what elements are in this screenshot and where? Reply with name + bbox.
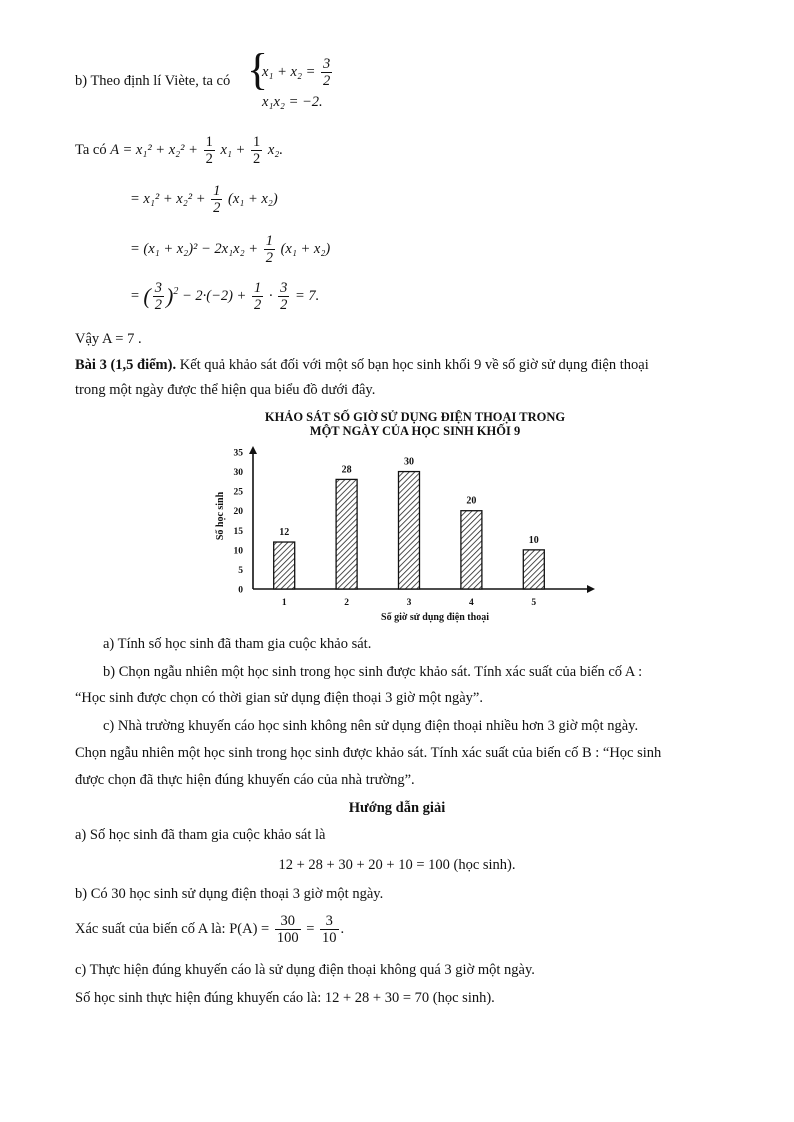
frac-num: 3: [154, 280, 162, 296]
question-c-line3: được chọn đã thực hiện đúng khuyến cáo của nhà trường”.: [75, 772, 415, 788]
derivation-line3: [130, 233, 330, 266]
bar-chart: [205, 404, 605, 626]
half-frac: [204, 134, 215, 167]
frac-num: 1: [205, 134, 213, 150]
bar: [274, 542, 295, 589]
chart-svg: [205, 404, 605, 626]
frac-den: 2: [253, 297, 262, 313]
frac-num: 3: [320, 913, 339, 930]
solution-b-line1: b) Có 30 học sinh sử dụng điện thoại 3 giờ một ngày.: [75, 886, 384, 902]
y-axis-label: Số học sinh: [215, 491, 226, 541]
x-tick-label: 1: [281, 598, 287, 608]
x-axis-label: Số giờ sử dụng điện thoại: [381, 612, 489, 623]
bar-value-label: 30: [404, 456, 414, 468]
y-tick-label: 10: [233, 546, 243, 557]
y-tick-label: 35: [233, 448, 243, 459]
y-tick-label: 0: [238, 585, 243, 596]
left-paren: (: [143, 283, 151, 309]
bar: [523, 550, 544, 589]
frac-den: 2: [323, 73, 331, 89]
derivation-prefix: Ta có: [75, 141, 107, 158]
half-frac: [211, 183, 222, 216]
problem3-line2: trong một ngày được thể hiện qua biểu đồ dưới đây.: [75, 382, 376, 398]
question-c-line1: c) Nhà trường khuyến cáo học sinh không nên sử dụng điện thoại nhiều hơn 3 giờ một ngày.: [103, 718, 639, 734]
solution-b-prefix: Xác suất của biến cố A là: P(A) =: [75, 920, 270, 937]
line4-c: ·: [268, 287, 273, 304]
probability-frac: [275, 913, 301, 946]
x-tick-label: 3: [406, 598, 412, 608]
system-brace: {: [247, 45, 269, 94]
derivation-expr-b: x₁ +: [220, 141, 246, 158]
half-frac: [264, 233, 275, 266]
y-tick-label: 5: [238, 565, 243, 576]
viete-eq1-frac: [321, 56, 332, 89]
derivation-line1: [75, 134, 283, 167]
derivation-expr-c: x₂.: [267, 141, 283, 158]
solution-heading: Hướng dẫn giải: [348, 800, 446, 816]
line2-b: (x₁ + x₂): [228, 190, 278, 207]
solution-c-line1: c) Thực hiện đúng khuyến cáo là sử dụng điện thoại không quá 3 giờ một ngày.: [75, 962, 535, 978]
half-frac: [252, 280, 263, 313]
derivation-expr-a: A = x₁² + x₂² +: [110, 141, 198, 158]
frac-den: 2: [265, 250, 273, 266]
x-tick-label: 2: [344, 598, 349, 608]
viete-intro: b) Theo định lí Viète, ta có: [75, 73, 231, 89]
bar-value-label: 12: [279, 527, 290, 539]
period: .: [340, 920, 345, 937]
frac-den: 2: [154, 297, 162, 313]
y-tick-label: 30: [233, 468, 243, 479]
bar-value-label: 28: [341, 464, 352, 476]
bar: [399, 472, 420, 589]
line2-a: = x₁² + x₂² +: [130, 190, 206, 207]
x-tick-label: 4: [469, 598, 474, 608]
equals-sign: =: [306, 920, 315, 937]
solution-c-line2: Số học sinh thực hiện đúng khuyến cáo là: 12 + 28 + 30 = 70 (học sinh).: [75, 990, 495, 1006]
frac-den: 2: [213, 200, 221, 216]
solution-a-line1: a) Số học sinh đã tham gia cuộc khảo sát là: [75, 827, 326, 843]
line4-b: − 2·(−2) +: [181, 287, 247, 304]
frac-num: 1: [253, 280, 262, 296]
right-paren: ): [166, 283, 174, 309]
solution-a-line2: 12 + 28 + 30 + 20 + 10 = 100 (học sinh).: [278, 857, 516, 873]
conclusion: Vậy A = 7 .: [75, 331, 142, 347]
frac-den: 2: [205, 151, 213, 167]
frac-num: 1: [213, 183, 221, 199]
bar-value-label: 10: [528, 534, 539, 546]
frac-den: 10: [322, 930, 337, 946]
line4-a: =: [130, 287, 140, 304]
frac-den: 2: [280, 297, 288, 313]
three-halves-frac: [153, 280, 164, 313]
bar-value-label: 20: [466, 495, 477, 507]
viete-eq1-lhs: x₁ + x₂ =: [262, 63, 316, 80]
x-axis-arrow: [587, 585, 595, 593]
chart-title-line1: KHẢO SÁT SỐ GIỜ SỬ DỤNG ĐIỆN THOẠI TRONG: [264, 410, 566, 424]
line3-a: = (x₁ + x₂)² − 2x₁x₂ +: [130, 240, 259, 257]
viete-eq2: x₁x₂ = −2.: [262, 94, 323, 110]
frac-num: 3: [280, 280, 288, 296]
line4-d: = 7.: [294, 287, 320, 304]
y-tick-label: 15: [233, 526, 243, 537]
frac-num: 1: [265, 233, 273, 249]
problem3-title: Bài 3 (1,5 điểm).: [75, 357, 177, 373]
y-tick-label: 20: [233, 507, 243, 518]
frac-den: 2: [252, 151, 261, 167]
question-c-line2: Chọn ngẫu nhiên một học sinh trong học sinh được khảo sát. Tính xác suất của biến cố B : “Học sinh: [75, 745, 662, 761]
question-b-line2: “Học sinh được chọn có thời gian sử dụng điện thoại 3 giờ một ngày”.: [75, 690, 483, 706]
line3-b: (x₁ + x₂): [280, 240, 331, 257]
probability-frac-reduced: [320, 913, 339, 946]
question-a: a) Tính số học sinh đã tham gia cuộc khảo sát.: [103, 636, 372, 652]
problem3-statement: Kết quả khảo sát đối với một số bạn học sinh khối 9 về số giờ sử dụng điện thoại: [179, 357, 649, 373]
frac-num: 3: [323, 56, 331, 72]
three-halves-frac: [278, 280, 289, 313]
y-axis-arrow: [249, 446, 257, 454]
chart-title-line2: MỘT NGÀY CỦA HỌC SINH KHỐI 9: [309, 424, 521, 438]
frac-num: 30: [275, 913, 301, 930]
frac-num: 1: [252, 134, 261, 150]
half-frac: [251, 134, 262, 167]
square-sup: 2: [173, 286, 179, 297]
problem3-line1: [75, 357, 649, 374]
bar: [336, 479, 357, 589]
frac-den: 100: [276, 930, 299, 946]
derivation-line2: [130, 183, 278, 216]
bar: [461, 511, 482, 589]
x-tick-label: 5: [531, 598, 537, 608]
question-b-line1: b) Chọn ngẫu nhiên một học sinh trong học sinh được khảo sát. Tính xác suất của biến cố A :: [103, 664, 643, 680]
y-tick-label: 25: [233, 487, 243, 498]
derivation-line4: [130, 280, 319, 313]
viete-eq1: [262, 56, 334, 89]
solution-b-line2: [75, 913, 344, 946]
